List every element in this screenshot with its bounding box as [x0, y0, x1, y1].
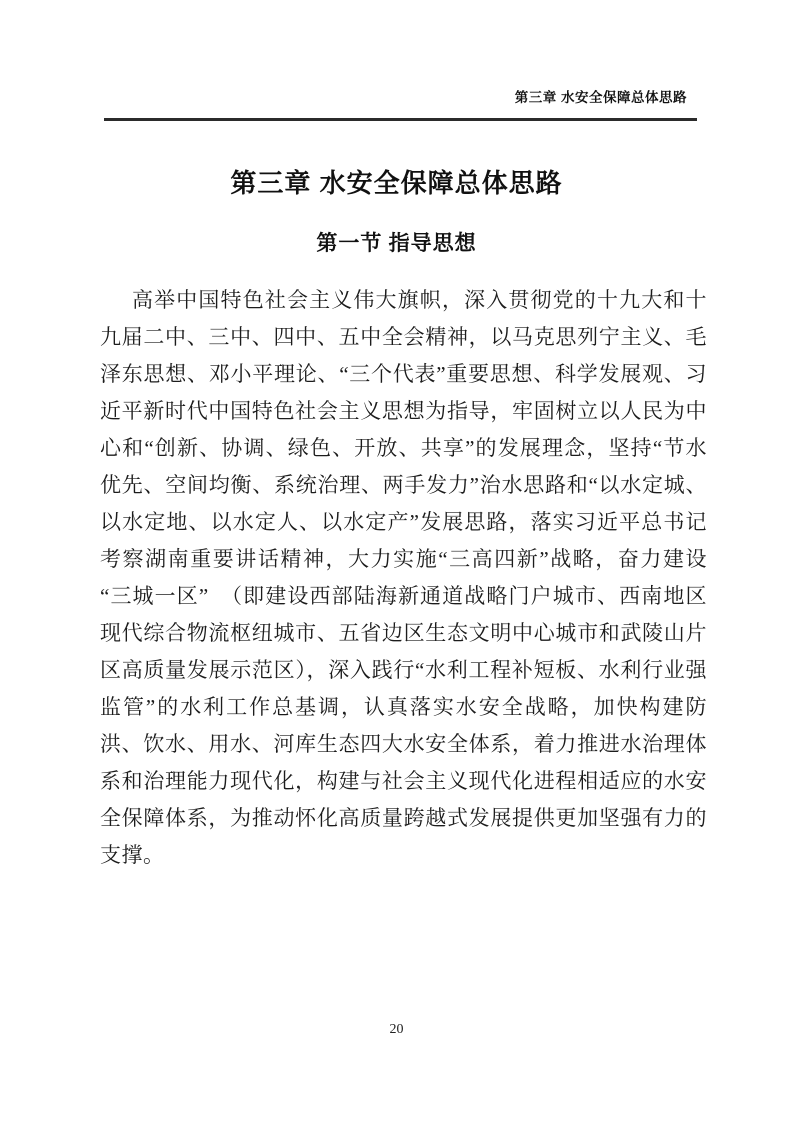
chapter-title: 第三章 水安全保障总体思路	[230, 168, 563, 198]
header-rule	[104, 118, 697, 121]
page-number: 20	[389, 1022, 404, 1037]
section-title: 第一节 指导思想	[316, 231, 477, 255]
running-header: 第三章 水安全保障总体思路	[514, 90, 687, 105]
body-paragraph: 高举中国特色社会主义伟大旗帜，深入贯彻党的十九大和十九届二中、三中、四中、五中全会精神，以马克思列宁主义、毛泽东思想、邓小平理论、“三个代表”重要思想、科学发展观、习近平新时代中国特色社会主义思想为指导，牢固树立以人民为中心和“创新、协调、绿色、开放、共享”的发展理念，坚持“节水优先、空间均衡、系统治理、两手发力”治水思路和“以水定城、以水定地、以水定人、以水定产”发展思路，落实习近平总书记考察湖南重要讲话精神，大力实施“三高四新”战略，奋力建设“三城一区” （即建设西部陆海新通道战略门户城市、西南地区现代综合物流枢纽城市、五省边区生态文明中心城市和武陵山片区高质量发展示范区），深入践行“水利工程补短板、水利行业强监管”的水利工作总基调，认真落实水安全战略，加快构建防洪、饮水、用水、河库生态四大水安全体系，着力推进水治理体系和治理能力现代化，构建与社会主义现代化进程相适应的水安全保障体系，为推动怀化高质量跨越式发展提供更加坚强有力的支撑。	[100, 288, 707, 867]
